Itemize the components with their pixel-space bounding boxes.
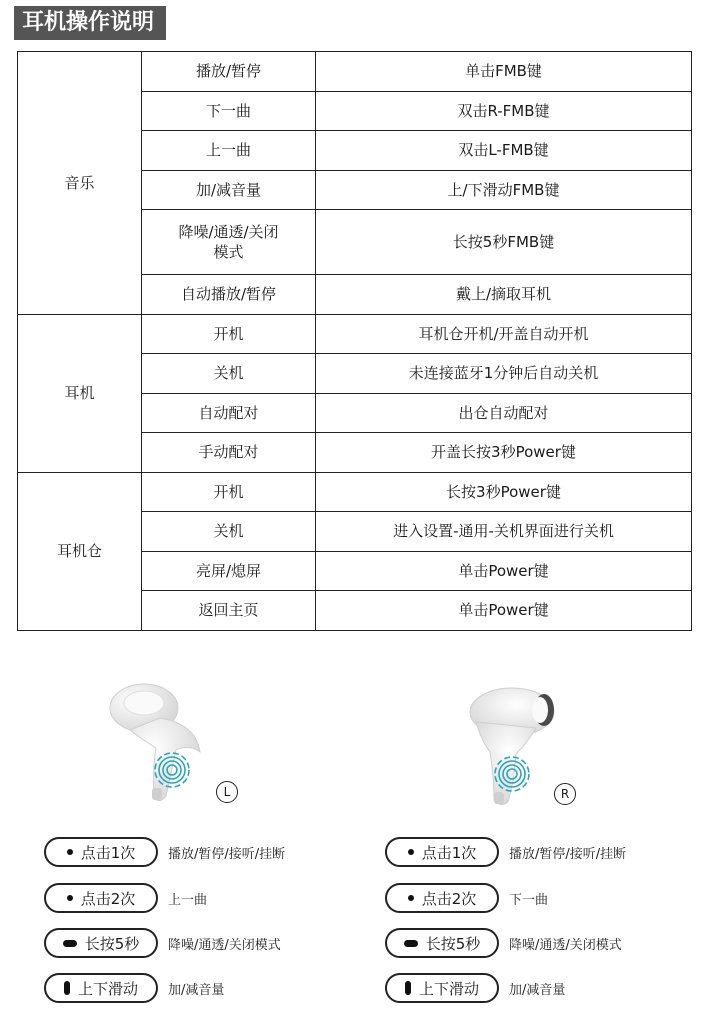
method-cell: 进入设置-通用-关机界面进行关机 xyxy=(316,512,692,552)
method-cell: 长按3秒Power键 xyxy=(316,472,692,512)
gesture-label: 上下滑动 xyxy=(418,979,479,998)
right-gesture-row xyxy=(385,837,626,867)
action-cell: 返回主页 xyxy=(142,591,316,631)
method-cell: 戴上/摘取耳机 xyxy=(316,275,692,315)
gesture-desc: 播放/暂停/接听/挂断 xyxy=(509,846,627,862)
method-cell: 单击FMB键 xyxy=(316,52,692,92)
single-tap-pill xyxy=(385,837,499,867)
gesture-label: 长按5秒 xyxy=(84,934,140,953)
slide-pill xyxy=(385,973,499,1003)
page-title: 耳机操作说明 xyxy=(14,6,166,40)
single-tap-pill xyxy=(44,837,158,867)
action-cell: 关机 xyxy=(142,512,316,552)
slide-pill xyxy=(44,973,158,1003)
gesture-label: 点击2次 xyxy=(80,889,136,908)
group-cell-case: 耳机仓 xyxy=(18,472,142,630)
action-cell: 关机 xyxy=(142,354,316,394)
left-gesture-row xyxy=(44,973,224,1003)
left-gesture-row xyxy=(44,928,281,958)
right-gesture-row xyxy=(385,883,548,913)
method-cell: 双击R-FMB键 xyxy=(316,91,692,131)
dot-marker-icon xyxy=(408,849,414,855)
gesture-label: 长按5秒 xyxy=(425,934,481,953)
vertical-bar-marker-icon xyxy=(405,981,411,995)
action-cell: 自动配对 xyxy=(142,393,316,433)
gesture-label: 点击2次 xyxy=(421,889,477,908)
action-cell: 上一曲 xyxy=(142,131,316,171)
action-cell: 自动播放/暂停 xyxy=(142,275,316,315)
left-gesture-row xyxy=(44,837,285,867)
right-side-badge: R xyxy=(554,783,576,805)
right-earbud-with-fingerprint-icon xyxy=(452,682,564,816)
table-row xyxy=(18,472,692,512)
method-cell: 上/下滑动FMB键 xyxy=(316,170,692,210)
action-cell: 降噪/通透/关闭模式 xyxy=(142,210,316,275)
double-tap-pill xyxy=(385,883,499,913)
method-cell: 未连接蓝牙1分钟后自动关机 xyxy=(316,354,692,394)
long-press-pill xyxy=(385,928,499,958)
gesture-desc: 降噪/通透/关闭模式 xyxy=(509,937,622,953)
dot-marker-icon xyxy=(67,895,73,901)
bar-marker-icon xyxy=(63,940,77,947)
table-row xyxy=(18,52,692,92)
method-cell: 双击L-FMB键 xyxy=(316,131,692,171)
gesture-label: 上下滑动 xyxy=(77,979,138,998)
gesture-desc: 加/减音量 xyxy=(509,982,566,998)
method-cell: 出仓自动配对 xyxy=(316,393,692,433)
gesture-desc: 播放/暂停/接听/挂断 xyxy=(168,846,286,862)
action-cell: 下一曲 xyxy=(142,91,316,131)
method-cell: 耳机仓开机/开盖自动开机 xyxy=(316,314,692,354)
gesture-label: 点击1次 xyxy=(80,843,136,862)
left-earbud-with-fingerprint-icon xyxy=(100,678,212,812)
gesture-desc: 加/减音量 xyxy=(168,982,225,998)
action-cell: 开机 xyxy=(142,472,316,512)
double-tap-pill xyxy=(44,883,158,913)
left-side-badge: L xyxy=(216,781,238,803)
action-cell: 加/减音量 xyxy=(142,170,316,210)
gesture-desc: 降噪/通透/关闭模式 xyxy=(168,937,281,953)
method-cell: 开盖长按3秒Power键 xyxy=(316,433,692,473)
method-cell: 单击Power键 xyxy=(316,551,692,591)
method-cell: 单击Power键 xyxy=(316,591,692,631)
table-row xyxy=(18,314,692,354)
action-cell: 播放/暂停 xyxy=(142,52,316,92)
long-press-pill xyxy=(44,928,158,958)
right-gesture-row xyxy=(385,973,565,1003)
action-cell: 开机 xyxy=(142,314,316,354)
gesture-desc: 上一曲 xyxy=(168,892,208,908)
action-cell: 亮屏/熄屏 xyxy=(142,551,316,591)
group-cell-music: 音乐 xyxy=(18,52,142,315)
method-cell: 长按5秒FMB键 xyxy=(316,210,692,275)
group-cell-earbuds: 耳机 xyxy=(18,314,142,472)
action-cell: 手动配对 xyxy=(142,433,316,473)
gesture-desc: 下一曲 xyxy=(509,892,549,908)
operations-table xyxy=(17,51,692,631)
dot-marker-icon xyxy=(408,895,414,901)
vertical-bar-marker-icon xyxy=(64,981,70,995)
gesture-label: 点击1次 xyxy=(421,843,477,862)
bar-marker-icon xyxy=(404,940,418,947)
right-gesture-row xyxy=(385,928,622,958)
left-gesture-row xyxy=(44,883,207,913)
dot-marker-icon xyxy=(67,849,73,855)
